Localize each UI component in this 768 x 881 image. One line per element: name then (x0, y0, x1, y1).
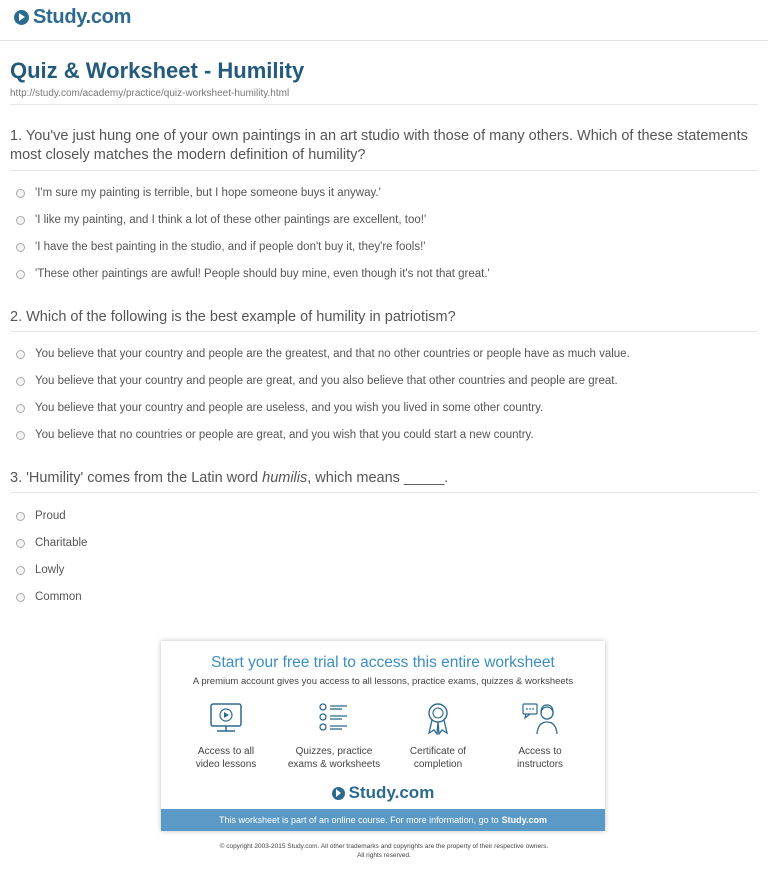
play-circle-icon (14, 10, 29, 25)
radio-button[interactable] (16, 512, 25, 521)
question-3-option-c[interactable] (16, 564, 64, 576)
site-logo[interactable] (14, 6, 131, 29)
feature-label: Access to all video lessons (195, 746, 257, 770)
feature-label: Certificate of completion (409, 746, 467, 770)
copyright-line: © copyright 2003-2015 Study.com. All other trademarks and copyrights are the property of their respective owners. (219, 843, 549, 850)
question-1-text: 1. You've just hung one of your own paintings in an art studio with those of many others. Which of these statements most closely matches the modern definition of humility? (10, 128, 748, 163)
page-title: Quiz & Worksheet - Humility (10, 58, 305, 83)
option-label: You believe that your country and people are great, and you also believe that other countries and people are great. (35, 375, 618, 387)
feature-instructors (485, 701, 595, 771)
radio-button[interactable] (16, 404, 25, 413)
radio-button[interactable] (16, 377, 25, 386)
option-label: 'I'm sure my painting is terrible, but I hope someone buys it anyway.' (35, 187, 381, 199)
question-2-text: 2. Which of the following is the best example of humility in patriotism? (10, 309, 456, 325)
promo-subtitle: A premium account gives you access to all lessons, practice exams, quizzes & worksheets (192, 676, 574, 687)
radio-button[interactable] (16, 189, 25, 198)
question-1-option-b[interactable] (16, 214, 426, 226)
instructor-icon (520, 701, 560, 735)
radio-button[interactable] (16, 216, 25, 225)
option-label: Proud (35, 510, 66, 522)
option-label: Common (35, 591, 82, 603)
question-3-text-start: 3. 'Humility' comes from the Latin word (10, 470, 263, 486)
radio-button[interactable] (16, 431, 25, 440)
option-label: Charitable (35, 537, 88, 549)
question-3-text-end: , which means _____. (307, 470, 449, 486)
question-1-option-a[interactable] (16, 187, 381, 199)
feature-label: Access to instructors (516, 746, 564, 770)
promo-logo-text: Study.com (348, 783, 435, 802)
promo-bar-link[interactable]: Study.com (501, 815, 547, 825)
feature-label: Quizzes, practice exams & worksheets (287, 746, 381, 770)
question-3-option-b[interactable] (16, 537, 87, 549)
radio-button[interactable] (16, 350, 25, 359)
option-label: You believe that no countries or people are great, and you wish that you could start a new country. (35, 429, 534, 441)
question-3-option-d[interactable] (16, 591, 82, 603)
question-2-divider (10, 331, 758, 332)
certificate-icon (418, 701, 458, 735)
promo-title[interactable]: Start your free trial to access this entire worksheet (211, 654, 555, 671)
video-lesson-icon (206, 701, 246, 735)
radio-button[interactable] (16, 539, 25, 548)
question-1-option-c[interactable] (16, 241, 425, 253)
feature-video-lessons (171, 701, 281, 771)
question-2-option-b[interactable] (16, 375, 618, 387)
promo-logo[interactable] (161, 783, 605, 803)
question-2-option-c[interactable] (16, 402, 543, 414)
logo-text: Study.com (33, 6, 132, 28)
question-3-divider (10, 492, 758, 493)
title-divider (10, 104, 758, 105)
option-label: You believe that your country and people are useless, and you wish you lived in some other country. (35, 402, 544, 414)
option-label: 'I have the best painting in the studio, and if people don't buy it, they're fools!' (35, 241, 426, 253)
radio-button[interactable] (16, 566, 25, 575)
rights-line: All rights reserved. (357, 852, 411, 859)
copyright-footer (0, 842, 768, 860)
promo-info-bar (161, 809, 605, 831)
radio-button[interactable] (16, 243, 25, 252)
question-1-divider (10, 170, 758, 171)
feature-certificate (383, 701, 493, 771)
header-divider (0, 40, 768, 41)
radio-button[interactable] (16, 593, 25, 602)
feature-quizzes (279, 701, 389, 771)
option-label: 'I like my painting, and I think a lot of these other paintings are excellent, too!' (35, 214, 427, 226)
question-2-option-d[interactable] (16, 429, 534, 441)
play-circle-icon (332, 787, 345, 800)
question-3-latin-word: humilis (262, 470, 308, 486)
premium-promo-box (161, 641, 605, 831)
quiz-list-icon (314, 701, 354, 735)
question-3-text (10, 469, 758, 488)
page-url: http://study.com/academy/practice/quiz-worksheet-humility.html (10, 88, 290, 99)
option-label: Lowly (35, 564, 65, 576)
promo-bar-text: This worksheet is part of an online course. For more information, go to (219, 815, 499, 825)
option-label: 'These other paintings are awful! People should buy mine, even though it's not that great.' (35, 268, 490, 280)
radio-button[interactable] (16, 270, 25, 279)
question-3-option-a[interactable] (16, 510, 66, 522)
option-label: You believe that your country and people are the greatest, and that no other countries or people have as much value. (35, 348, 630, 360)
question-1-option-d[interactable] (16, 268, 490, 280)
question-2-option-a[interactable] (16, 348, 630, 360)
